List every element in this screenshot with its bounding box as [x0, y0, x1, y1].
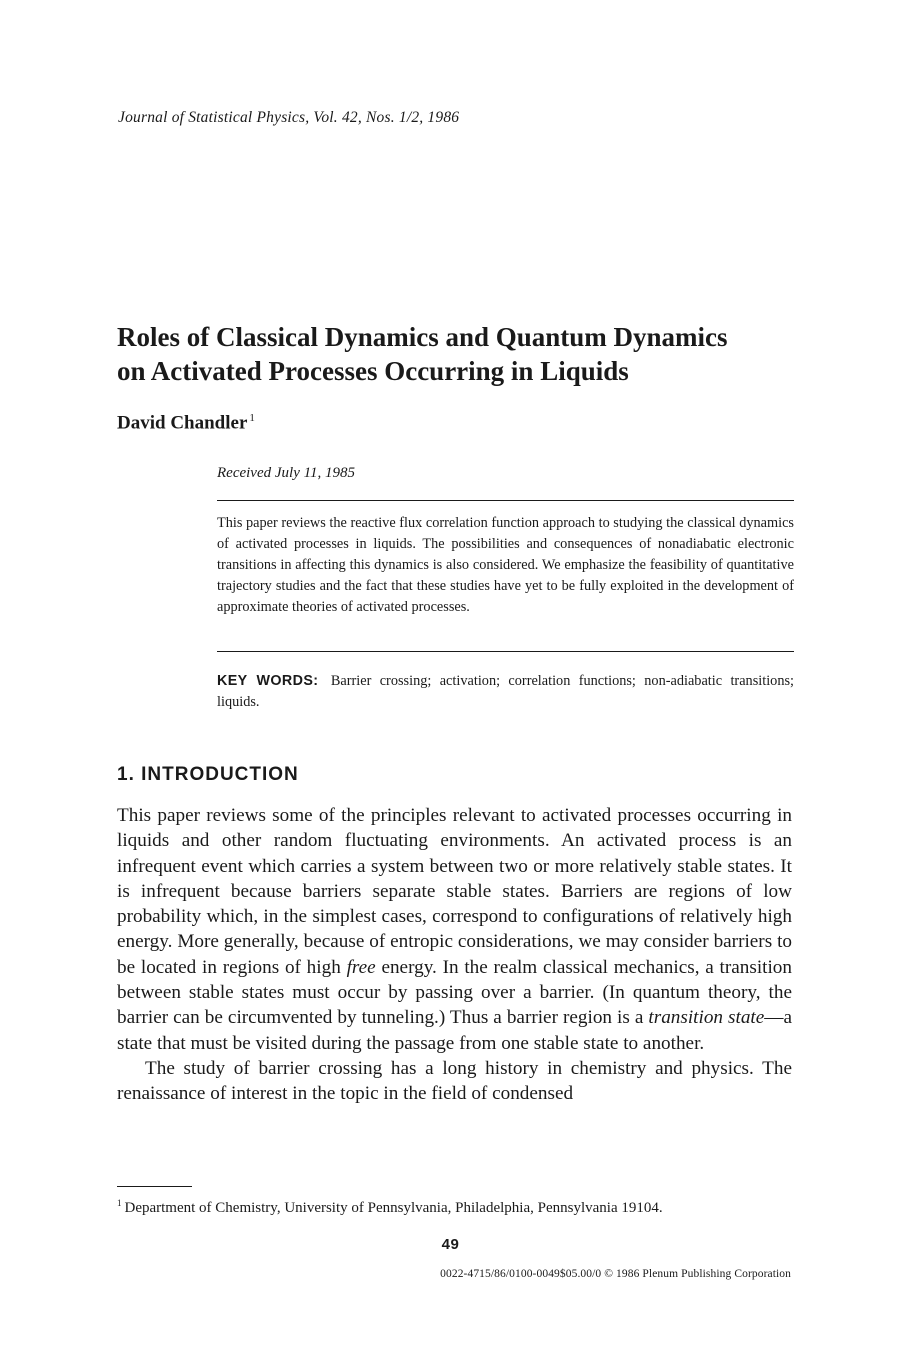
keywords-label: KEY WORDS: [217, 673, 319, 689]
paragraph-1-text-e: —a state that must be visited during the passage from one stable state to another. [117, 1007, 793, 1054]
title-line-2: on Activated Processes Occurring in Liquids [117, 356, 629, 386]
abstract: This paper reviews the reactive flux correlation function approach to studying the classical dynamics of activated processes in liquids. The possibilities and consequences of nonadiabatic electronic transitions in affecting this dynamics is also considered. We emphasize the feasibility of quantitative trajectory studies and the fact that these studies have yet to be fully exploited in the development of approximate theories of activated processes. [217, 515, 794, 615]
copyright-line: 0022-4715/86/0100-0049$05.00/0 © 1986 Plenum Publishing Corporation [440, 1268, 791, 1280]
footnote-text: Department of Chemistry, University of Pennsylvania, Philadelphia, Pennsylvania 19104. [124, 1200, 663, 1216]
paragraph-1 [117, 803, 792, 1056]
author-name: David Chandler [117, 412, 248, 434]
section-heading-introduction: 1. INTRODUCTION [117, 764, 299, 785]
keywords [217, 671, 794, 713]
footnote [117, 1198, 663, 1217]
paragraph-2: The study of barrier crossing has a long history in chemistry and physics. The renaissance of interest in the topic in the field of condensed [117, 1057, 792, 1105]
author [117, 412, 255, 434]
paper-title [117, 320, 807, 388]
author-footnote-mark: 1 [249, 412, 255, 424]
keywords-list: Barrier crossing; activation; correlation functions; non-adiabatic transitions; liquids. [217, 673, 795, 710]
paragraph-1-emphasis-transition-state: transition state [648, 1007, 765, 1029]
paragraph-1-emphasis-free: free [346, 956, 376, 978]
footnote-mark: 1 [117, 1198, 122, 1208]
abstract-bottom-rule [217, 651, 794, 652]
received-date: Received July 11, 1985 [217, 465, 355, 481]
journal-citation: Journal of Statistical Physics, Vol. 42, Nos. 1/2, 1986 [118, 109, 460, 126]
page-number: 49 [441, 1236, 460, 1253]
paragraph-1-text-a: This paper reviews some of the principles relevant to activated processes occurring in liquids and other random fluctuating environments. An activated process is an infrequent event which carries a system between two or more relatively stable states. It is infrequent because barriers separate stable states. Barriers are regions of low probability which, in the simplest cases, correspond to configurations of relatively high energy. More generally, because of entropic considerations, we may consider barriers to be located in regions of high [117, 805, 792, 978]
abstract-top-rule [217, 500, 794, 501]
title-line-1: Roles of Classical Dynamics and Quantum Dynamics [117, 322, 728, 352]
paragraph-1-text-c: energy. In the realm classical mechanics, a transition between stable states must occur by passing over a barrier. (In quantum theory, the barrier can be circumvented by tunneling.) Thus a barrier region is a [117, 956, 792, 1029]
introduction-body [117, 803, 792, 1107]
footnote-rule [117, 1186, 192, 1187]
